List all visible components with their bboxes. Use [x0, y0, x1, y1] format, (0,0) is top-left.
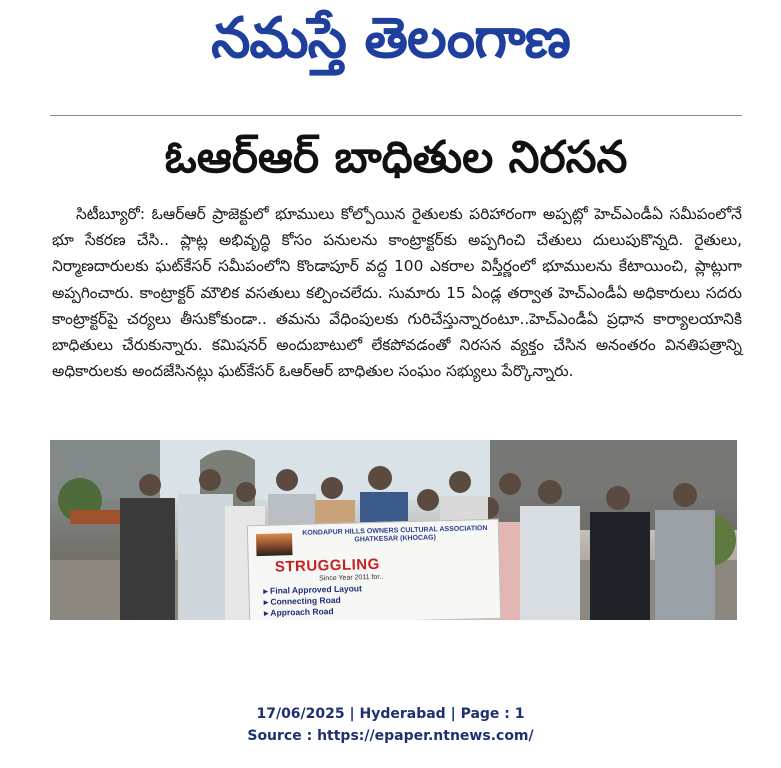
masthead-logo: నమస్తే తెలంగాణ	[211, 6, 570, 71]
footer-date: 17/06/2025	[256, 706, 345, 722]
news-photo	[50, 440, 737, 620]
article-headline: ఓఆర్ఆర్ బాధితుల నిరసన	[164, 132, 628, 183]
article-body: సిటీబ్యూరో: ఓఆర్ఆర్ ప్రాజెక్టులో భూములు కోల్పోయిన రైతులకు పరిహారంగా అప్పట్లో హెచ్ఎండీఏ సమీపంలోనే భూ సేకరణ చేసి.. ప్లాట్ల అభివృద్ధి కోసం పనులను కాంట్రాక్టర్‌కు అప్పగించి చేతులు దులుపుకొన్నది. రైతులు, నిర్మాణదారులకు ఘట్‌కేసర్ సమీపంలోని కొండాపూర్ వద్ద 100 ఎకరాల విస్తీర్ణంలో భూములను కేటాయించి, ప్లాట్లుగా అప్పగించారు. కాంట్రాక్టర్ మౌలిక వసతులు కల్పించలేదు. సుమారు 15 ఏండ్ల తర్వాత హెచ్ఎండీఏ అధికారులు సదరు కాంట్రాక్టర్‌పై చర్యలు తీసుకోకుండా.. తమను వేధింపులకు గురిచేస్తున్నారంటూ..హెచ్ఎండీఏ ప్రధాన కార్యాలయానికి బాధితులు చేరుకున్నారు. కమిషనర్ అందుబాటులో లేకపోవడంతో నిరసన వ్యక్తం చేసిన అనంతరం వినతిపత్రాన్ని అధికారులకు అందజేసినట్లు ఘట్‌కేసర్ ఓఆర్ఆర్ బాధితుల సంఘం సభ్యులు పేర్కొన్నారు.	[52, 205, 742, 381]
banner-item: ▸ Connecting Road	[264, 594, 363, 608]
masthead-divider	[50, 115, 742, 116]
footer-city: Hyderabad	[359, 706, 446, 722]
footer-source: Source : https://epaper.ntnews.com/	[247, 728, 534, 744]
banner-item: ▸ Approach Road	[264, 605, 363, 619]
footer-page: Page : 1	[460, 706, 525, 722]
banner-item: ▸ Final Approved Layout	[263, 583, 362, 597]
banner-list	[263, 583, 362, 619]
banner-title: STRUGGLING	[274, 555, 381, 576]
banner-photo	[256, 533, 293, 556]
footer	[0, 703, 781, 747]
protest-banner	[247, 519, 502, 620]
masthead	[0, 0, 781, 108]
banner-header: KONDAPUR HILLS OWNERS CULTURAL ASSOCIATION GHATKESAR (KHOCAG)	[302, 525, 488, 544]
footer-meta: 17/06/2025 | Hyderabad | Page : 1	[256, 706, 525, 722]
banner-since: Since Year 2011 for..	[319, 573, 384, 583]
